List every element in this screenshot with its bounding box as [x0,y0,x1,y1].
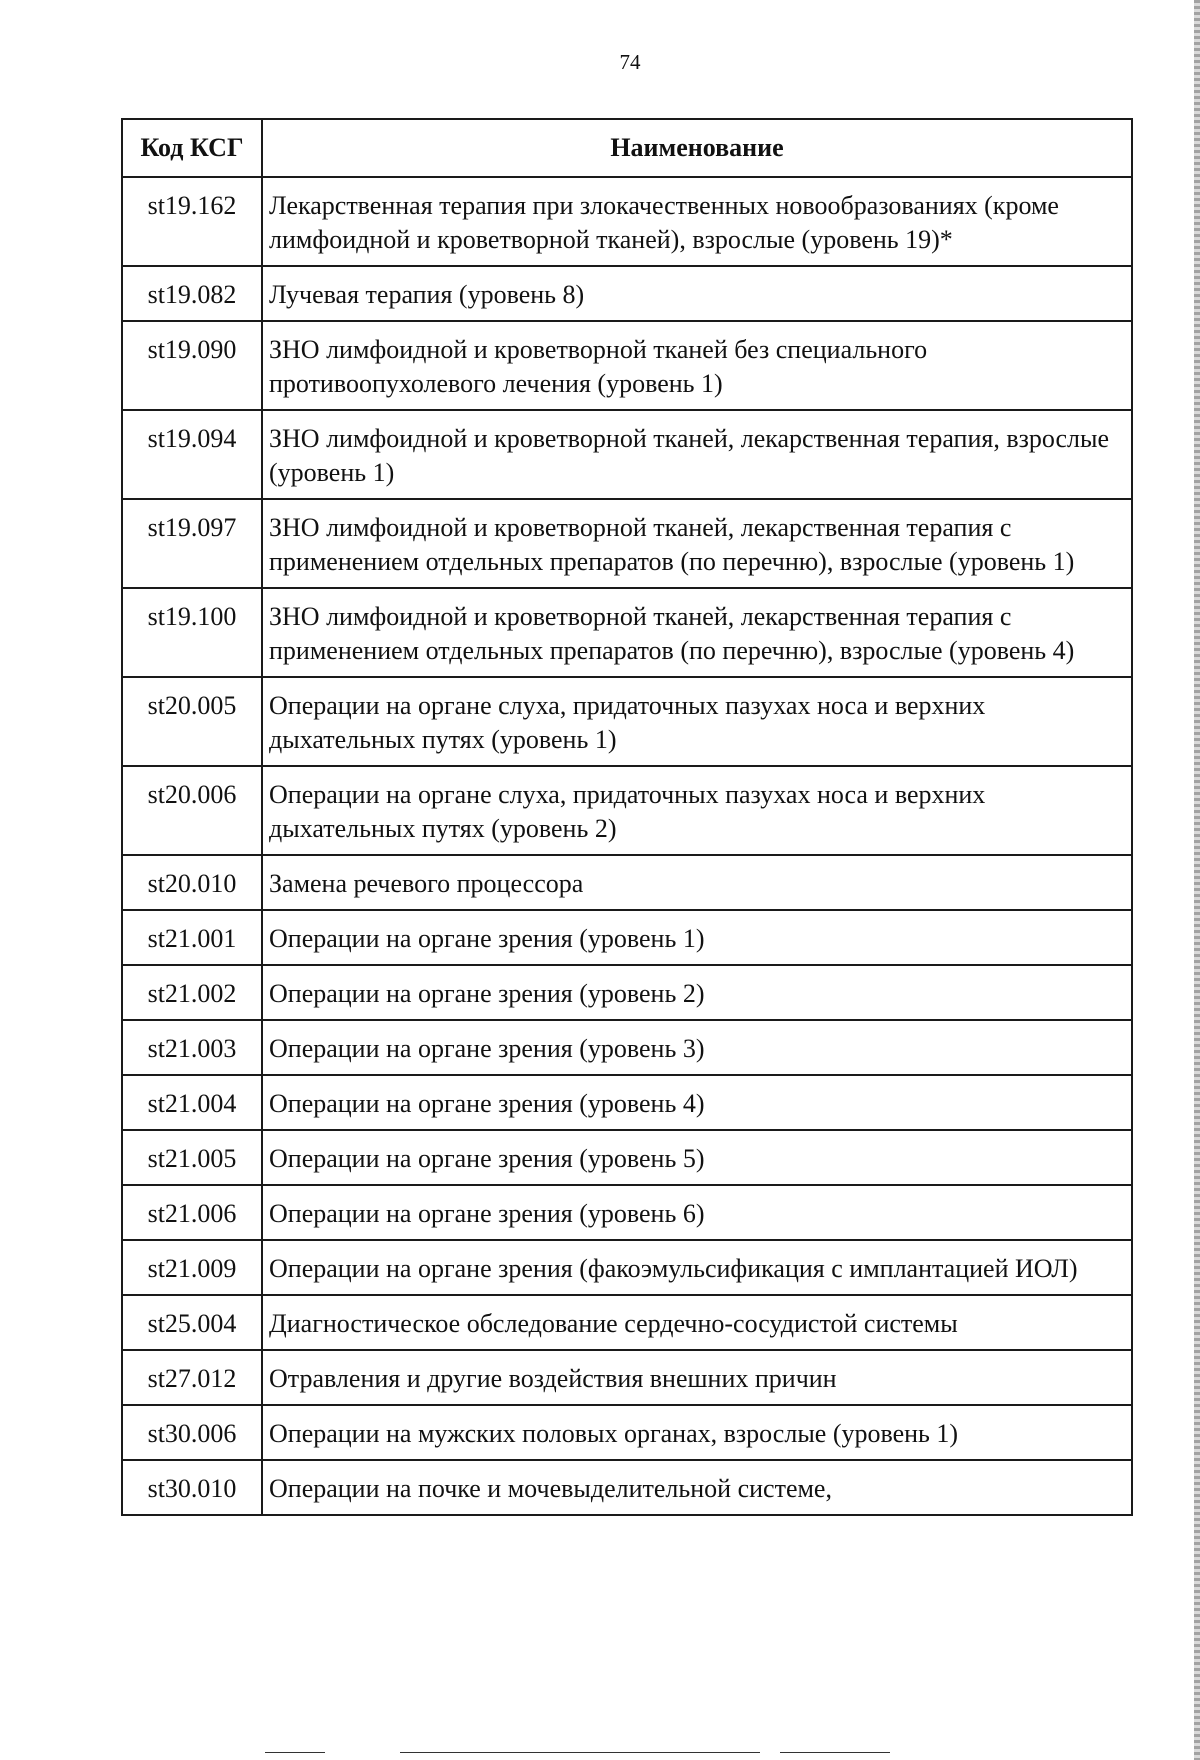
row-code: st21.001 [122,910,262,965]
table-row [122,1405,1132,1460]
table-row [122,1240,1132,1295]
row-code: st19.082 [122,266,262,321]
footer-rule [780,1752,890,1753]
row-code: st20.006 [122,766,262,855]
row-code: st21.002 [122,965,262,1020]
row-name: Операции на органе зрения (уровень 5) [262,1130,1132,1185]
row-name: Диагностическое обследование сердечно-сосудистой системы [262,1295,1132,1350]
table-row [122,321,1132,410]
row-code: st21.005 [122,1130,262,1185]
row-name: Отравления и другие воздействия внешних причин [262,1350,1132,1405]
page-number: 74 [619,50,641,74]
row-name: Замена речевого процессора [262,855,1132,910]
row-code: st21.009 [122,1240,262,1295]
row-code: st25.004 [122,1295,262,1350]
table-row [122,1295,1132,1350]
row-name: Операции на мужских половых органах, взрослые (уровень 1) [262,1405,1132,1460]
table-row [122,588,1132,677]
table-row [122,499,1132,588]
row-code: st20.010 [122,855,262,910]
table-row [122,1020,1132,1075]
row-name: Лекарственная терапия при злокачественных новообразованиях (кроме лимфоидной и кроветворной тканей), взрослые (уровень 19)* [262,177,1132,266]
table-row [122,1130,1132,1185]
row-code: st21.004 [122,1075,262,1130]
footer-rule [265,1752,325,1753]
row-name: Операции на органе зрения (уровень 3) [262,1020,1132,1075]
table-row [122,855,1132,910]
row-name: Операции на органе слуха, придаточных пазухах носа и верхних дыхательных путях (уровень 2) [262,766,1132,855]
table-row [122,910,1132,965]
row-name: Операции на органе зрения (уровень 6) [262,1185,1132,1240]
row-code: st30.006 [122,1405,262,1460]
row-name: Операции на органе зрения (уровень 2) [262,965,1132,1020]
row-name: Операции на органе зрения (уровень 1) [262,910,1132,965]
table-row [122,1350,1132,1405]
scan-edge-artifact [1194,0,1200,1760]
row-code: st19.094 [122,410,262,499]
table-row [122,177,1132,266]
footer-rule [400,1752,760,1753]
table-row [122,266,1132,321]
row-name: ЗНО лимфоидной и кроветворной тканей, лекарственная терапия, взрослые (уровень 1) [262,410,1132,499]
ksg-table [121,118,1133,1516]
row-code: st19.162 [122,177,262,266]
row-name: ЗНО лимфоидной и кроветворной тканей, лекарственная терапия с применением отдельных препаратов (по перечню), взрослые (уровень 4) [262,588,1132,677]
row-name: Операции на органе зрения (факоэмульсификация с имплантацией ИОЛ) [262,1240,1132,1295]
table-header-row [122,119,1132,177]
row-code: st19.090 [122,321,262,410]
row-name: Операции на органе зрения (уровень 4) [262,1075,1132,1130]
table-row [122,1460,1132,1515]
table-row [122,766,1132,855]
column-header-code: Код КСГ [122,119,262,177]
row-code: st30.010 [122,1460,262,1515]
row-code: st21.003 [122,1020,262,1075]
row-name: ЗНО лимфоидной и кроветворной тканей, лекарственная терапия с применением отдельных препаратов (по перечню), взрослые (уровень 1) [262,499,1132,588]
row-code: st19.097 [122,499,262,588]
row-code: st19.100 [122,588,262,677]
column-header-name: Наименование [262,119,1132,177]
table-row [122,1185,1132,1240]
table-row [122,1075,1132,1130]
row-code: st21.006 [122,1185,262,1240]
row-name: Операции на органе слуха, придаточных пазухах носа и верхних дыхательных путях (уровень 1) [262,677,1132,766]
row-code: st27.012 [122,1350,262,1405]
row-name: Лучевая терапия (уровень 8) [262,266,1132,321]
table-row [122,965,1132,1020]
row-name: Операции на почке и мочевыделительной системе, [262,1460,1132,1515]
table-row [122,677,1132,766]
row-code: st20.005 [122,677,262,766]
table-row [122,410,1132,499]
row-name: ЗНО лимфоидной и кроветворной тканей без специального противоопухолевого лечения (уровень 1) [262,321,1132,410]
